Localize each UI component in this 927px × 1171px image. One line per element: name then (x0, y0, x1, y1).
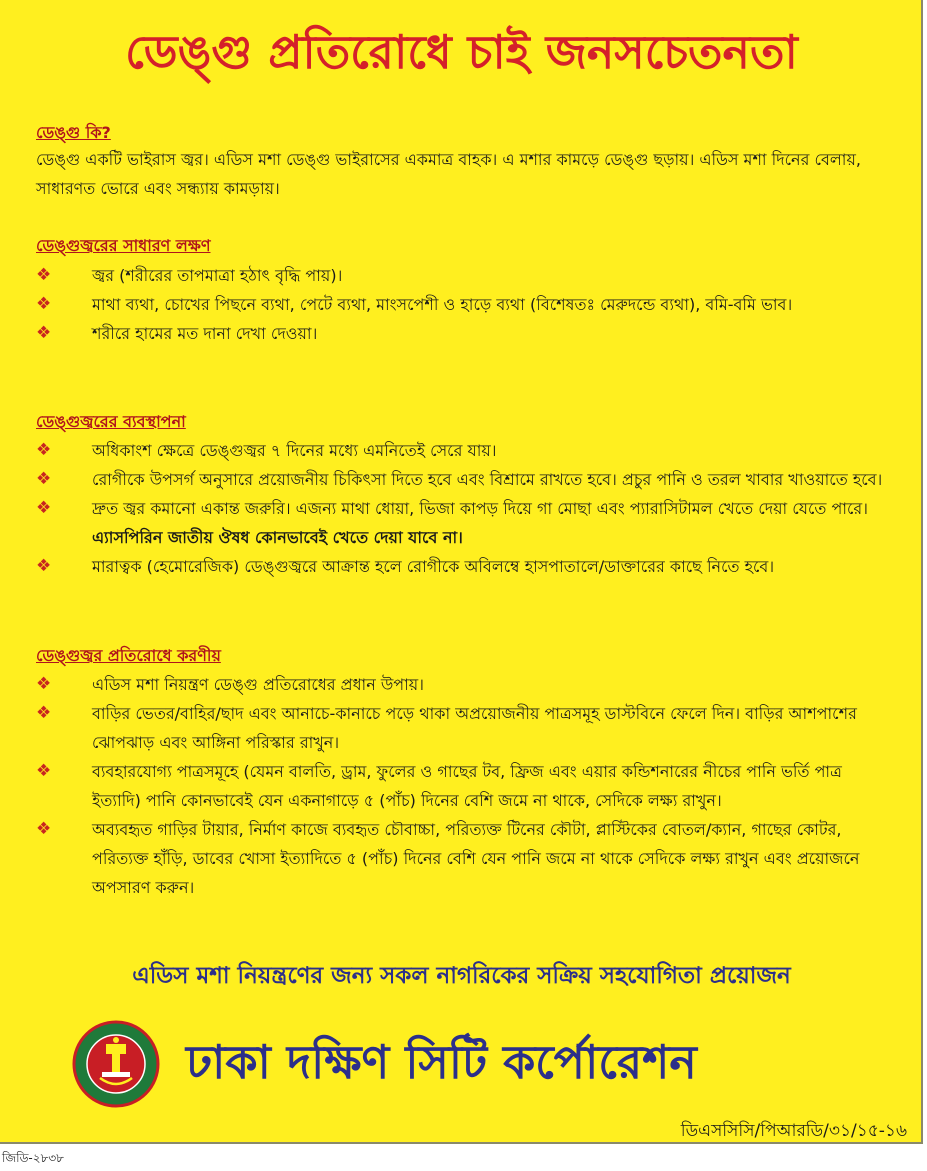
section-heading-prevention: ডেঙ্গুজ্বর প্রতিরোধে করণীয় (36, 646, 221, 665)
list-item (36, 815, 888, 902)
bullet-diamond-icon: ❖ (36, 440, 52, 460)
list-item (36, 757, 888, 815)
city-corporation-logo-icon (72, 1020, 160, 1108)
poster-title: ডেঙ্গু প্রতিরোধে চাই জনসচেতনতা (125, 25, 798, 79)
symptoms-list (36, 261, 888, 348)
section-heading-what-is-dengue: ডেঙ্গু কি? (36, 123, 111, 142)
reference-code: ডিএসসিসি/পিআরডি/৩১/১৫-১৬ (680, 1121, 907, 1141)
list-item-text: রোগীকে উপসর্গ অনুসারে প্রয়োজনীয় চিকিৎসা দিতে হবে এবং বিশ্রামে রাখতে হবে। প্রচুর পানি ও তরল খাবার খাওয়াতে হবে। (92, 470, 883, 489)
bullet-diamond-icon: ❖ (36, 674, 52, 694)
bullet-diamond-icon: ❖ (36, 265, 52, 285)
aspirin-warning: এ্যাসপিরিন জাতীয় ঔষধ কোনভাবেই খেতে দেয়া যাবে না। (92, 528, 463, 547)
list-item (36, 552, 888, 581)
list-item (36, 290, 888, 319)
list-item-text: অব্যবহৃত গাড়ির টায়ার, নির্মাণ কাজে ব্যবহৃত চৌবাচ্চা, পরিত্যক্ত টিনের কৌটা, প্লাস্টিকের বোতল/ক্যান, গাছের কোটর, পরিত্যক্ত হাঁড়ি, ডাবের খোসা ইত্যাদিতে ৫ (পাঁচ) দিনের বেশি যেন পানি জমে না থাকে সেদিকে লক্ষ্য রাখুন এবং প্রয়োজনে অপসারণ করুন। (92, 820, 860, 897)
bullet-diamond-icon: ❖ (36, 761, 52, 781)
list-item (36, 494, 888, 552)
organization-name: ঢাকা দক্ষিণ সিটি কর্পোরেশন (186, 1035, 697, 1089)
list-item-text: বাড়ির ভেতর/বাহির/ছাদ এবং আনাচে-কানাচে পড়ে থাকা অপ্রয়োজনীয় পাত্রসমূহ ডাস্টবিনে ফেলে দিন। বাড়ির আশপাশের ঝোপঝাড় এবং আঙ্গিনা পরিস্কার রাখুন। (92, 704, 857, 752)
bullet-diamond-icon: ❖ (36, 498, 52, 518)
list-item (36, 319, 888, 348)
list-item-text: মাথা ব্যথা, চোখের পিছনে ব্যথা, পেটে ব্যথা, মাংসপেশী ও হাড়ে ব্যথা (বিশেষতঃ মেরুদন্ডে ব্যথা), বমি-বমি ভাব। (92, 295, 793, 314)
list-item-text: এডিস মশা নিয়ন্ত্রণ ডেঙ্গু প্রতিরোধের প্রধান উপায়। (92, 675, 424, 694)
bullet-diamond-icon: ❖ (36, 294, 52, 314)
list-item (36, 670, 888, 699)
management-list (36, 436, 888, 581)
gd-code: জিডি-২৮৩৮ (2, 1151, 64, 1165)
section-paragraph-what-is-dengue: ডেঙ্গু একটি ভাইরাস জ্বর। এডিস মশা ডেঙ্গু ভাইরাসের একমাত্র বাহক। এ মশার কামড়ে ডেঙ্গু ছড়ায়। এডিস মশা দিনের বেলায়, সাধারণত ভোরে এবং সন্ধ্যায় কামড়ায়। (36, 150, 861, 198)
list-item-text: জ্বর (শরীরের তাপমাত্রা হঠাৎ বৃদ্ধি পায়)। (92, 266, 343, 285)
list-item (36, 465, 888, 494)
list-item (36, 261, 888, 290)
bullet-diamond-icon: ❖ (36, 703, 52, 723)
bullet-diamond-icon: ❖ (36, 819, 52, 839)
list-item (36, 699, 888, 757)
slogan: এডিস মশা নিয়ন্ত্রণের জন্য সকল নাগরিকের সক্রিয় সহযোগিতা প্রয়োজন (132, 963, 791, 989)
prevention-list (36, 670, 888, 902)
bullet-diamond-icon: ❖ (36, 323, 52, 343)
bullet-diamond-icon: ❖ (36, 556, 52, 576)
list-item-text: অধিকাংশ ক্ষেত্রে ডেঙ্গুজ্বর ৭ দিনের মধ্যে এমনিতেই সেরে যায়। (92, 441, 497, 460)
list-item (36, 436, 888, 465)
section-heading-symptoms: ডেঙ্গুজ্বরের সাধারণ লক্ষণ (36, 236, 211, 255)
list-item-text: শরীরে হামের মত দানা দেখা দেওয়া। (92, 324, 318, 343)
list-item-text: দ্রুত জ্বর কমানো একান্ত জরুরি। এজন্য মাথা ধোয়া, ভিজা কাপড় দিয়ে গা মোছা এবং প্যারাসিটামল খেতে দেয়া যেতে পারে। (92, 499, 868, 518)
list-item-text: ব্যবহারযোগ্য পাত্রসমূহে (যেমন বালতি, ড্রাম, ফুলের ও গাছের টব, ফ্রিজ এবং এয়ার কন্ডিশনারের নীচের পানি ভর্তি পাত্র ইত্যাদি) পানি কোনভাবেই যেন একনাগাড়ে ৫ (পাঁচ) দিনের বেশি জমে না থাকে, সেদিকে লক্ষ্য রাখুন। (92, 762, 842, 810)
bullet-diamond-icon: ❖ (36, 469, 52, 489)
section-heading-management: ডেঙ্গুজ্বরের ব্যবস্থাপনা (36, 412, 186, 431)
list-item-text: মারাত্বক (হেমোরেজিক) ডেঙ্গুজ্বরে আক্রান্ত হলে রোগীকে অবিলম্বে হাসপাতালে/ডাক্তারের কাছে নিতে হবে। (92, 557, 775, 576)
